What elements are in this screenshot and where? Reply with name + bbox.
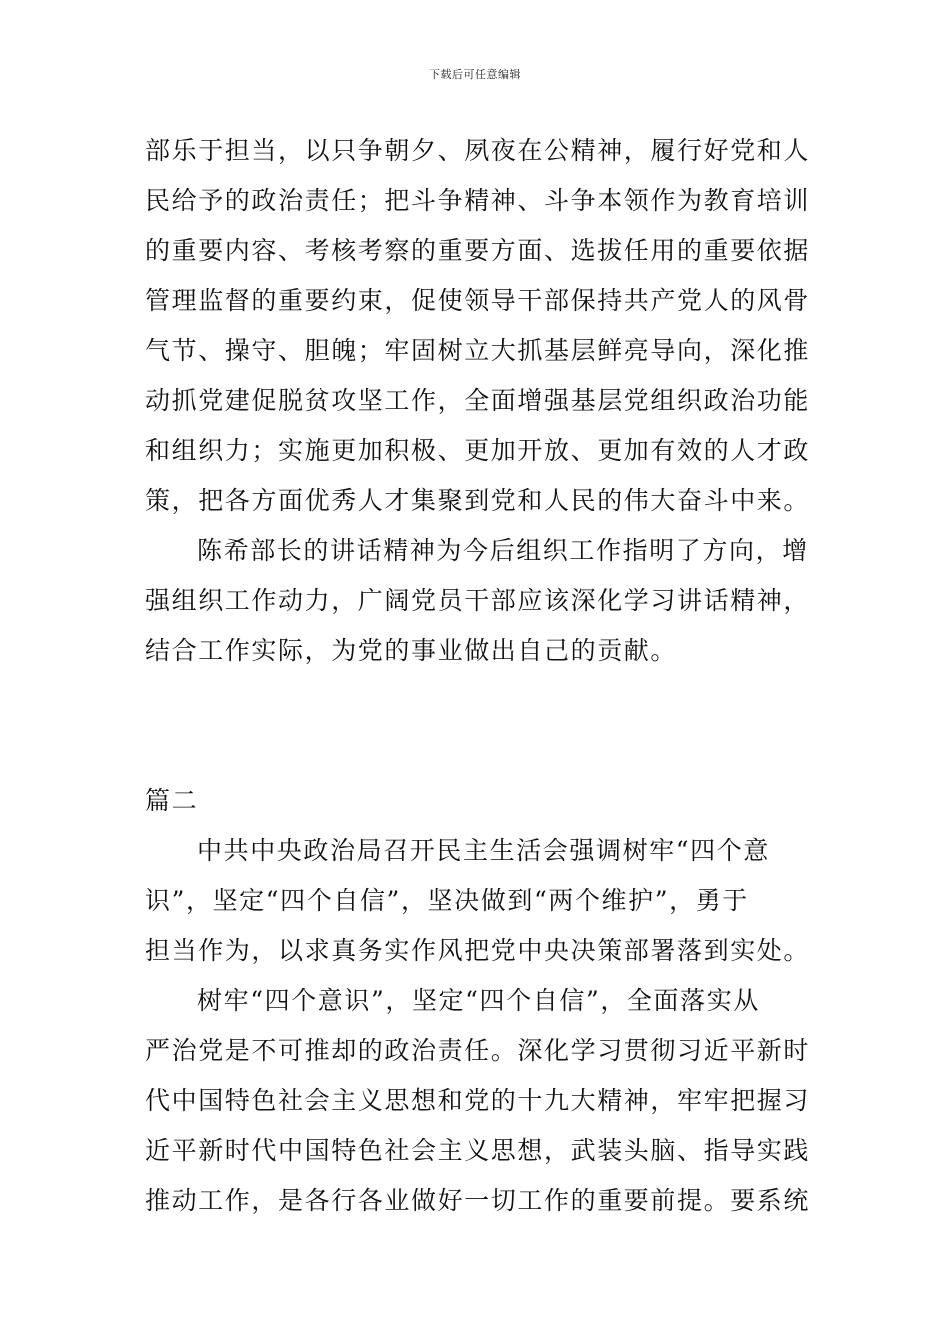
text-line: 陈希部长的讲话精神为今后组织工作指明了方向，增 [197,536,809,565]
paragraph-conclusion [145,526,809,676]
text-line: 民给予的政治责任；把斗争精神、斗争本领作为教育培训 [145,186,811,215]
paragraph-continued [145,126,809,526]
text-line: 中共中央政治局召开民主生活会强调树牢“四个意 [197,836,770,865]
text-line: 部乐于担当，以只争朝夕、夙夜在公精神，履行好党和人 [145,136,811,165]
text-line: 代中国特色社会主义思想和党的十九大精神，牢牢把握习 [145,1086,811,1115]
text-line: 推动工作，是各行各业做好一切工作的重要前提。要系统 [145,1186,811,1215]
text-line: 气节、操守、胆魄；牢固树立大抓基层鲜亮导向，深化推 [145,336,811,365]
paragraph-intro [145,826,809,976]
text-line: 管理监督的重要约束，促使领导干部保持共产党人的风骨 [145,286,811,315]
text-line: 严治党是不可推却的政治责任。深化学习贯彻习近平新时 [145,1036,811,1065]
text-line: 和组织力；实施更加积极、更加开放、更加有效的人才政 [145,436,811,465]
text-line: 树牢“四个意识”，坚定“四个自信”，全面落实从 [197,986,760,1015]
text-line: 动抓党建促脱贫攻坚工作，全面增强基层党组织政治功能 [145,386,811,415]
header-note: 下载后可任意编辑 [429,68,521,81]
text-line: 识”，坚定“四个自信”，坚决做到“两个维护”，勇于 [145,886,749,915]
section-heading-text: 篇二 [145,786,199,815]
text-line: 的重要内容、考核考察的重要方面、选拔任用的重要依据 [145,236,811,265]
paragraph-body [145,976,809,1226]
text-line: 担当作为，以求真务实作风把党中央决策部署落到实处。 [145,936,811,965]
section-heading [145,776,809,826]
text-line: 结合工作实际，为党的事业做出自己的贡献。 [145,636,678,665]
text-line: 强组织工作动力，广阔党员干部应该深化学习讲话精神， [145,586,811,615]
text-line: 策，把各方面优秀人才集聚到党和人民的伟大奋斗中来。 [145,486,811,515]
text-line: 近平新时代中国特色社会主义思想，武装头脑、指导实践 [145,1136,811,1165]
